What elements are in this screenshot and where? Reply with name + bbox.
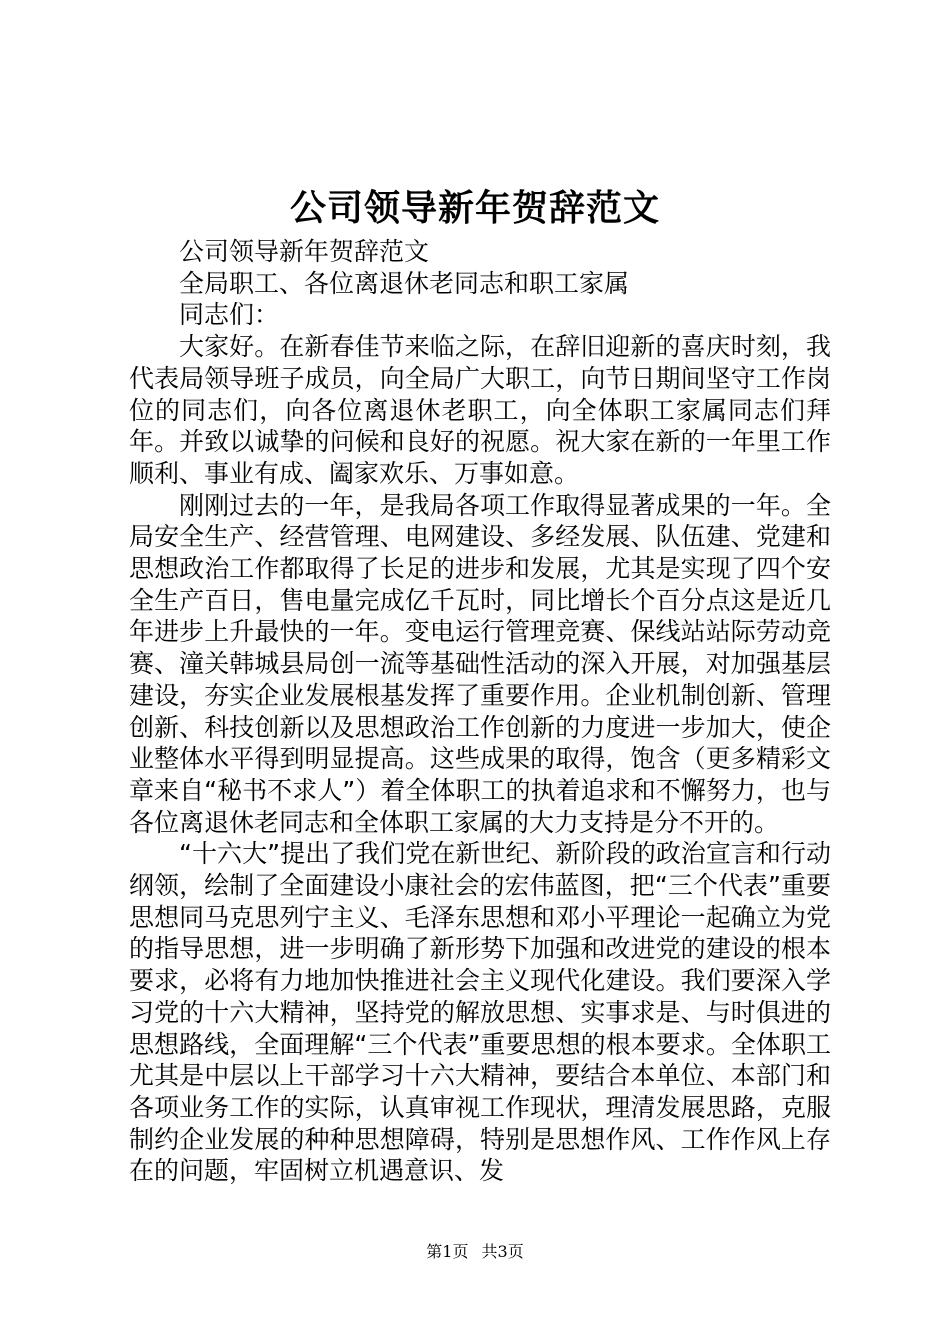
body-paragraph: 同志们： xyxy=(179,300,280,330)
document-body xyxy=(129,236,831,1187)
body-paragraph: 刚刚过去的一年，是我局各项工作取得显著成果的一年。全局安全生产、经营管理、电网建设、多经发展、队伍建、党建和思想政治工作都取得了长足的进步和发展，尤其是实现了四个安全生产百日，售电量完成亿千瓦时，同比增长个百分点这是近几年进步上升最快的一年。变电运行管理竞赛、保线站站际劳动竞赛、潼关韩城县局创一流等基础性活动的深入开展，对加强基层建设，夯实企业发展根基发挥了重要作用。企业机制创新、管理创新、科技创新以及思想政治工作创新的力度进一步加大，使企业整体水平得到明显提高。这些成果的取得，饱含（更多精彩文章来自“秘书不求人”）着全体职工的执着追求和不懈努力，也与各位离退休老同志和全体职工家属的大力支持是分不开的。 xyxy=(129,490,831,837)
body-paragraph: 公司领导新年贺辞范文 xyxy=(179,237,430,266)
page-footer xyxy=(0,1241,950,1263)
document-title: 公司领导新年贺辞范文 xyxy=(289,187,660,229)
page-total: 共3页 xyxy=(481,1242,524,1261)
body-paragraph: “十六大”提出了我们党在新世纪、新阶段的政治宣言和行动纲领，绘制了全面建设小康社会的宏伟蓝图，把“三个代表”重要思想同马克思列宁主义、毛泽东思想和邓小平理论一起确立为党的指导思想，进一步明确了新形势下加强和改进党的建设的根本要求，必将有力地加快推进社会主义现代化建设。我们要深入学习党的十六大精神，坚持党的解放思想、实事求是、与时俱进的思想路线，全面理解“三个代表”重要思想的根本要求。全体职工尤其是中层以上干部学习十六大精神，要结合本单位、本部门和各项业务工作的实际，认真审视工作现状，理清发展思路，克服制约企业发展的种种思想障碍，特别是思想作风、工作作风上存在的问题，牢固树立机遇意识、发 xyxy=(129,839,831,1186)
body-paragraph: 全局职工、各位离退休老同志和职工家属 xyxy=(179,268,630,298)
page-number: 第1页 xyxy=(426,1242,469,1261)
body-paragraph: 大家好。在新春佳节来临之际，在辞旧迎新的喜庆时刻，我代表局领导班子成员，向全局广大职工，向节日期间坚守工作岗位的同志们，向各位离退休老职工，向全体职工家属同志们拜年。并致以诚挚的问候和良好的祝愿。祝大家在新的一年里工作顺利、事业有成、阖家欢乐、万事如意。 xyxy=(129,332,831,488)
